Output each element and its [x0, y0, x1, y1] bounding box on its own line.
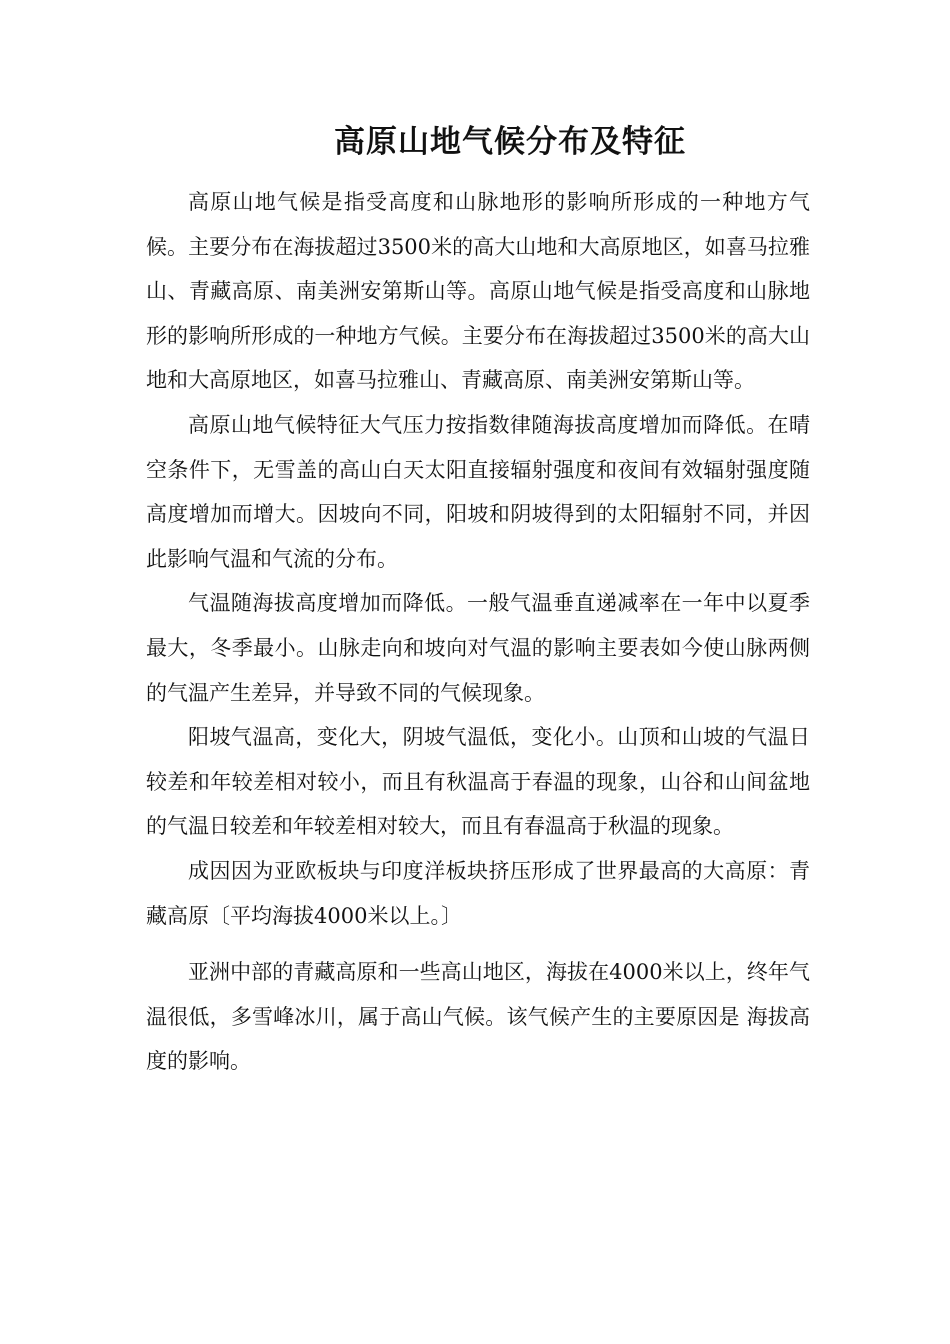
paragraph-5: 成因因为亚欧板块与印度洋板块挤压形成了世界最高的大高原：青藏高原〔平均海拔4000米以上。〕: [146, 858, 810, 928]
paragraph-4: 阳坡气温高，变化大，阴坡气温低，变化小。山顶和山坡的气温日较差和年较差相对较小，而且有秋温高于春温的现象，山谷和山间盆地的气温日较差和年较差相对较大，而且有春温高于秋温的现象。: [146, 725, 810, 839]
document-body: [146, 180, 810, 1084]
paragraph-2: 高原山地气候特征大气压力按指数律随海拔高度增加而降低。在晴空条件下，无雪盖的高山白天太阳直接辐射强度和夜间有效辐射强度随高度增加而增大。因坡向不同，阳坡和阴坡得到的太阳辐射不同，并因此影响气温和气流的分布。: [146, 412, 810, 571]
paragraph-1: 高原山地气候是指受高度和山脉地形的影响所形成的一种地方气候。主要分布在海拔超过3500米的高大山地和大高原地区，如喜马拉雅山、青藏高原、南美洲安第斯山等。高原山地气候是指受高度和山脉地形的影响所形成的一种地方气候。主要分布在海拔超过3500米的高大山地和大高原地区，如喜马拉雅山、青藏高原、南美洲安第斯山等。: [146, 190, 810, 393]
paragraph-3: 气温随海拔高度增加而降低。一般气温垂直递减率在一年中以夏季最大，冬季最小。山脉走向和坡向对气温的影响主要表如今使山脉两侧的气温产生差异，并导致不同的气候现象。: [146, 591, 810, 705]
page-title: 高原山地气候分布及特征: [334, 124, 686, 160]
paragraph-6: 亚洲中部的青藏高原和一些高山地区，海拔在4000米以上，终年气温很低，多雪峰冰川，属于高山气候。该气候产生的主要原因是 海拔高度的影响。: [146, 960, 810, 1074]
